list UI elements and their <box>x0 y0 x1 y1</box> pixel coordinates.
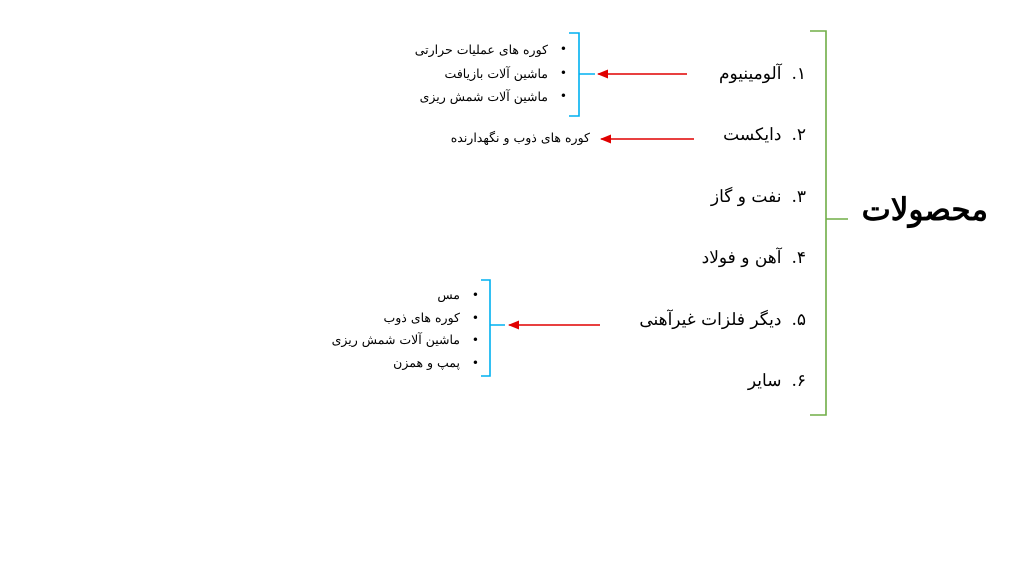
product-number: ۴. <box>791 248 806 268</box>
list-item: • کوره های ذوب <box>332 307 479 330</box>
product-label: دیگر فلزات غیرآهنی <box>639 310 782 330</box>
product-label: نفت و گاز <box>710 187 782 207</box>
list-item: • مس <box>332 284 479 307</box>
product-number: ۳. <box>791 187 806 207</box>
aluminium-bracket <box>569 33 595 116</box>
product-number: ۲. <box>791 125 806 145</box>
product-oil-gas <box>711 186 806 208</box>
product-label: آهن و فولاد <box>701 248 782 268</box>
product-aluminium <box>719 63 806 85</box>
nonferrous-subitems <box>332 284 479 375</box>
product-other <box>748 370 806 392</box>
product-label: سایر <box>747 371 782 391</box>
product-nonferrous <box>639 309 806 331</box>
product-number: ۶. <box>791 371 806 391</box>
product-number: ۵. <box>791 310 806 330</box>
product-diecast <box>723 124 806 146</box>
main-title: محصولات <box>861 192 988 228</box>
list-item: • ماشین آلات بازیافت <box>415 62 567 86</box>
list-item: • کوره های عملیات حرارتی <box>415 38 567 62</box>
product-number: ۱. <box>791 64 806 84</box>
diecast-note: کوره های ذوب و نگهدارنده <box>450 130 590 145</box>
main-bracket <box>810 31 848 415</box>
product-label: آلومینیوم <box>718 64 782 84</box>
list-item: • ماشین آلات شمش ریزی <box>332 329 479 352</box>
product-iron-steel <box>702 247 806 269</box>
list-item: • پمپ و همزن <box>332 352 479 375</box>
nonferrous-bracket <box>481 280 505 376</box>
aluminium-subitems <box>415 38 567 109</box>
list-item: • ماشین آلات شمش ریزی <box>415 85 567 109</box>
product-label: دایکست <box>723 125 782 145</box>
